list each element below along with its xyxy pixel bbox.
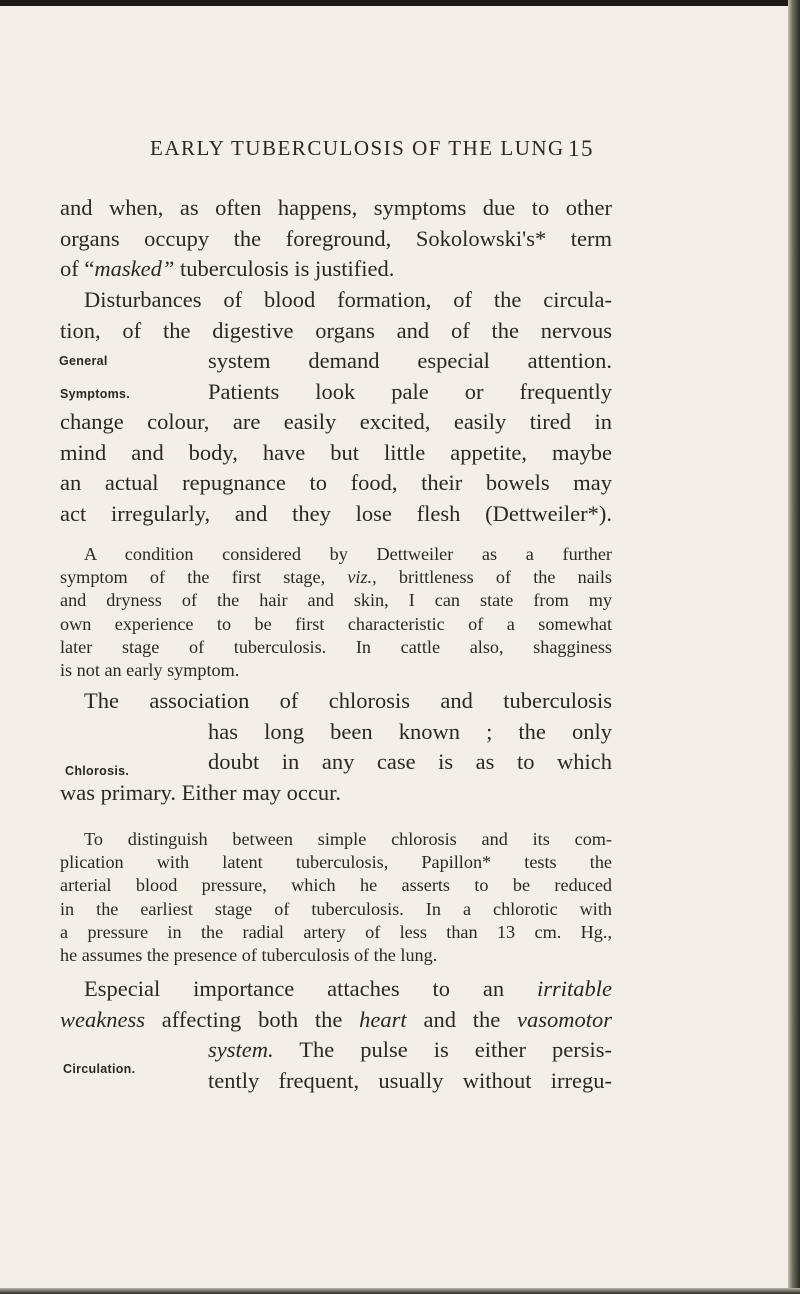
bottom-edge xyxy=(0,1288,800,1294)
text-line: change colour, are easily excited, easily tired in xyxy=(60,409,612,434)
text-line: The association of chlorosis and tuberculosis xyxy=(84,688,612,713)
paragraph-3 xyxy=(60,543,612,682)
side-note-symptoms: Symptoms. xyxy=(60,387,131,401)
text-line: Patients look pale or frequently xyxy=(208,378,612,404)
paragraph-4 xyxy=(60,686,612,808)
text-line: system demand especial attention. xyxy=(208,348,612,373)
italic-text: viz., xyxy=(347,567,377,588)
text-line: doubt in any case is as to which xyxy=(208,749,612,774)
text-line: symptom of the first stage, viz., brittleness of the nails xyxy=(60,567,612,588)
paragraph-1 xyxy=(60,193,612,285)
text-line: organs occupy the foreground, Sokolowski's* term xyxy=(60,225,612,251)
book-spine-edge xyxy=(788,0,800,1294)
side-note-chlorosis: Chlorosis. xyxy=(65,764,130,778)
italic-text: vasomotor xyxy=(517,1006,613,1032)
text-line: has long been known ; the only xyxy=(208,718,612,744)
text-line: weakness affecting both the heart and the vasomotor xyxy=(60,1006,613,1032)
text-line: mind and body, have but little appetite, maybe xyxy=(60,439,612,465)
italic-text: weakness xyxy=(60,1006,145,1032)
top-edge xyxy=(0,0,800,6)
text-line: Disturbances of blood formation, of the circula- xyxy=(84,287,612,312)
text-line: system. The pulse is either persis- xyxy=(208,1037,612,1062)
paragraph-5 xyxy=(60,828,612,967)
italic-text: system. xyxy=(208,1037,274,1062)
text-line: tently frequent, usually without irregu- xyxy=(208,1067,612,1093)
text-line: arterial blood pressure, which he asserts to be reduced xyxy=(60,875,612,896)
italic-text: heart xyxy=(359,1006,407,1032)
text-line: act irregularly, and they lose flesh (Dettweiler*). xyxy=(60,500,612,526)
side-note-general: General xyxy=(59,354,108,368)
text-line: he assumes the presence of tuberculosis of the lung. xyxy=(60,944,438,965)
text-line: plication with latent tuberculosis, Papillon* tests the xyxy=(60,852,612,873)
paragraph-6 xyxy=(60,974,612,1096)
text-line: To distinguish between simple chlorosis and its com- xyxy=(84,829,612,849)
text-line: later stage of tuberculosis. In cattle also, shagginess xyxy=(60,636,612,657)
running-title: EARLY TUBERCULOSIS OF THE LUNG xyxy=(150,136,565,160)
side-note-circulation: Circulation. xyxy=(63,1062,136,1076)
text-line: A condition considered by Dettweiler as a further xyxy=(84,544,612,564)
paragraph-2 xyxy=(60,285,612,529)
text-line: a pressure in the radial artery of less than 13 cm. Hg., xyxy=(60,921,612,942)
text-line: Especial importance attaches to an irritable xyxy=(84,976,612,1001)
page-number: 15 xyxy=(568,136,594,161)
text-line: and when, as often happens, symptoms due to other xyxy=(60,195,612,220)
text-line: in the earliest stage of tuberculosis. In a chlorotic with xyxy=(60,898,612,919)
text-line: and dryness of the hair and skin, I can state from my xyxy=(60,590,612,611)
text-line: is not an early symptom. xyxy=(60,659,240,680)
italic-text: masked” xyxy=(94,256,175,281)
text-line: tion, of the digestive organs and of the nervous xyxy=(60,317,612,343)
text-line: was primary. Either may occur. xyxy=(60,779,341,805)
italic-text: irritable xyxy=(536,976,612,1001)
text-line: an actual repugnance to food, their bowels may xyxy=(60,470,612,495)
text-line: of “masked” tuberculosis is justified. xyxy=(60,256,395,281)
text-line: own experience to be first characteristic of a somewhat xyxy=(60,613,612,634)
